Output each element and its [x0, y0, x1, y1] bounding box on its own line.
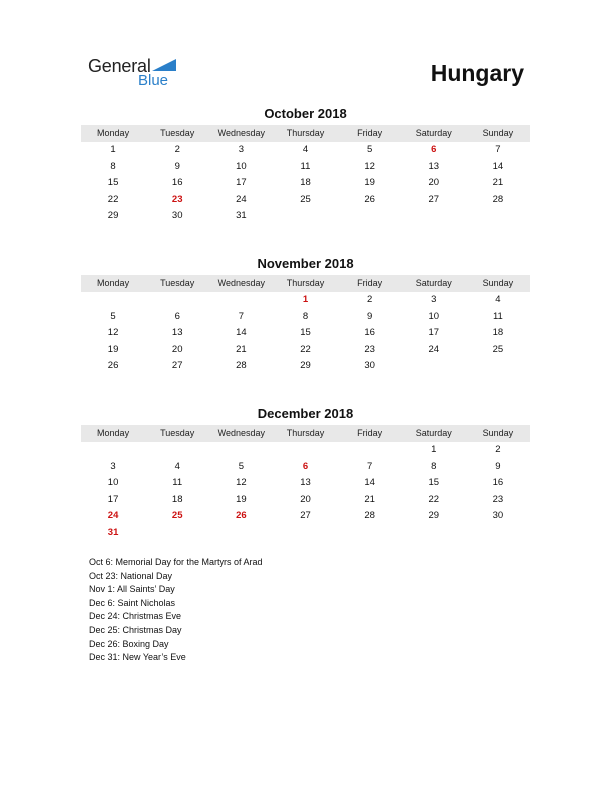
day-cell: 2 — [366, 294, 373, 305]
day-cell — [209, 292, 273, 309]
day-cell — [466, 208, 530, 225]
day-cell: 14 — [364, 477, 375, 488]
day-cell: 8 — [302, 310, 309, 322]
day-cell: 23 — [492, 493, 504, 505]
day-cell — [338, 525, 402, 542]
holiday-note: Dec 31: New Year’s Eve — [89, 652, 186, 663]
weekday-label: Monday — [97, 128, 130, 138]
day-cell: 25 — [492, 343, 504, 355]
day-cell: 14 — [236, 327, 247, 338]
day-cell: 13 — [171, 327, 183, 338]
day-cell: 17 — [107, 493, 119, 505]
weekday-label: Wednesday — [217, 428, 266, 438]
week-row — [81, 358, 530, 375]
day-cell: 25 — [300, 193, 311, 205]
week-row — [81, 208, 530, 225]
day-cell: 27 — [428, 193, 440, 205]
day-cell: 28 — [236, 360, 247, 371]
day-cell: 18 — [300, 177, 311, 188]
day-cell: 21 — [236, 343, 247, 355]
day-cell — [466, 525, 530, 542]
logo — [88, 56, 198, 92]
day-cell: 7 — [238, 310, 244, 322]
week-row — [81, 342, 530, 359]
weekday-label: Saturday — [415, 128, 452, 138]
day-cell: 7 — [366, 460, 373, 472]
weekday-label: Wednesday — [217, 128, 266, 138]
holiday-day-cell: 31 — [107, 526, 119, 538]
day-cell: 3 — [238, 144, 244, 155]
day-cell — [338, 208, 402, 225]
weekday-label: Sunday — [482, 278, 514, 288]
weekday-label: Thursday — [286, 278, 325, 288]
weekday-header — [81, 275, 530, 292]
day-cell: 29 — [300, 360, 311, 371]
day-cell — [145, 292, 209, 309]
day-cell: 12 — [107, 327, 119, 338]
day-cell: 31 — [236, 210, 247, 221]
day-cell: 5 — [238, 460, 244, 472]
weekday-label: Monday — [97, 278, 130, 288]
weekday-label: Saturday — [415, 428, 452, 438]
day-cell — [402, 525, 466, 542]
holiday-note: Oct 23: National Day — [89, 570, 173, 581]
holiday-day-cell: 23 — [171, 193, 183, 205]
week-row — [81, 192, 530, 209]
day-cell: 5 — [366, 144, 373, 155]
day-cell: 15 — [300, 327, 311, 338]
weekday-label: Tuesday — [160, 428, 195, 438]
holiday-day-cell: 24 — [107, 510, 119, 521]
weekday-label: Tuesday — [160, 278, 195, 288]
logo-triangle-icon — [152, 59, 176, 71]
day-cell: 4 — [174, 460, 180, 472]
day-cell: 30 — [171, 210, 183, 221]
day-cell: 28 — [492, 193, 504, 205]
day-cell: 14 — [492, 160, 504, 172]
day-cell — [402, 358, 466, 375]
day-cell: 17 — [236, 177, 247, 188]
day-cell: 24 — [236, 193, 247, 205]
holiday-note: Nov 1: All Saints’ Day — [89, 584, 175, 595]
day-cell: 10 — [428, 310, 440, 322]
week-row — [81, 475, 530, 492]
day-cell: 16 — [171, 177, 183, 188]
day-cell — [145, 525, 209, 542]
day-cell: 17 — [428, 327, 440, 338]
day-cell — [81, 292, 145, 309]
day-cell: 27 — [300, 510, 311, 521]
day-cell: 22 — [107, 193, 119, 205]
weekday-label: Sunday — [482, 128, 514, 138]
day-cell: 16 — [492, 477, 504, 488]
holiday-day-cell: 6 — [431, 144, 437, 155]
week-row — [81, 442, 530, 459]
day-cell: 19 — [236, 493, 247, 505]
day-cell: 19 — [107, 343, 119, 355]
weekday-label: Friday — [357, 278, 383, 288]
day-cell: 7 — [495, 144, 501, 155]
holiday-list — [89, 556, 263, 665]
day-cell: 22 — [428, 493, 440, 505]
day-cell: 8 — [110, 160, 116, 172]
day-cell: 3 — [431, 294, 437, 305]
day-cell: 29 — [107, 210, 119, 221]
day-cell — [338, 442, 402, 459]
day-cell — [145, 442, 209, 459]
day-cell: 9 — [366, 310, 373, 322]
day-cell: 29 — [428, 510, 440, 521]
logo-text-general: General — [88, 56, 151, 76]
day-cell — [273, 208, 337, 225]
weekday-label: Wednesday — [217, 278, 266, 288]
weekday-header — [81, 425, 530, 442]
weekday-label: Friday — [357, 428, 383, 438]
day-cell: 2 — [495, 444, 501, 455]
holiday-day-cell: 25 — [171, 510, 183, 521]
day-cell: 30 — [364, 360, 375, 371]
month-title: October 2018 — [264, 106, 347, 121]
day-cell: 1 — [110, 144, 116, 155]
weekday-label: Tuesday — [160, 128, 195, 138]
weekday-label: Monday — [97, 428, 130, 438]
holiday-day-cell: 1 — [302, 294, 309, 305]
weekday-label: Sunday — [482, 428, 514, 438]
weekday-header — [81, 125, 530, 142]
day-cell: 10 — [236, 160, 247, 172]
day-cell: 27 — [171, 360, 183, 371]
holiday-day-cell: 6 — [302, 460, 309, 472]
holiday-note: Dec 24: Christmas Eve — [89, 611, 182, 622]
day-cell: 16 — [364, 327, 375, 338]
day-cell — [81, 442, 145, 459]
day-cell: 10 — [107, 477, 119, 488]
day-cell: 26 — [364, 193, 375, 205]
weekday-label: Saturday — [415, 278, 452, 288]
day-cell: 19 — [364, 177, 375, 188]
day-cell: 18 — [171, 493, 183, 505]
week-row — [81, 309, 530, 326]
month-calendar — [81, 106, 530, 225]
holiday-day-cell: 26 — [236, 510, 247, 521]
day-cell: 11 — [172, 477, 183, 488]
month-title: December 2018 — [257, 406, 354, 421]
day-cell: 15 — [107, 177, 119, 188]
holiday-note: Dec 6: Saint Nicholas — [89, 597, 176, 608]
day-cell: 8 — [431, 460, 437, 472]
day-cell: 4 — [495, 294, 501, 305]
day-cell: 26 — [107, 360, 119, 371]
month-title: November 2018 — [257, 256, 354, 271]
day-cell: 12 — [364, 160, 375, 172]
week-row — [81, 459, 530, 476]
week-row — [81, 142, 530, 159]
day-cell: 13 — [428, 160, 440, 172]
day-cell: 23 — [364, 343, 375, 355]
day-cell: 20 — [171, 343, 183, 355]
day-cell: 21 — [492, 177, 504, 188]
holiday-note: Oct 6: Memorial Day for the Martyrs of Arad — [89, 557, 263, 567]
week-row — [81, 175, 530, 192]
day-cell: 22 — [300, 343, 311, 355]
day-cell: 6 — [174, 310, 180, 322]
day-cell: 20 — [428, 177, 440, 188]
day-cell: 24 — [428, 343, 440, 355]
holiday-note: Dec 26: Boxing Day — [89, 638, 169, 649]
day-cell: 30 — [492, 510, 504, 521]
weekday-label: Thursday — [286, 428, 325, 438]
week-row — [81, 492, 530, 509]
day-cell: 18 — [492, 327, 504, 338]
month-calendar — [81, 406, 530, 541]
day-cell: 2 — [174, 144, 180, 155]
day-cell: 15 — [428, 477, 440, 488]
holiday-note: Dec 25: Christmas Day — [89, 624, 182, 635]
week-row — [81, 525, 530, 542]
weekday-label: Friday — [357, 128, 383, 138]
day-cell: 9 — [174, 160, 180, 172]
day-cell: 5 — [110, 310, 116, 322]
day-cell — [402, 208, 466, 225]
day-cell: 11 — [492, 310, 503, 322]
day-cell: 11 — [300, 160, 311, 172]
weekday-label: Thursday — [286, 128, 325, 138]
day-cell: 1 — [431, 444, 437, 455]
day-cell — [209, 442, 273, 459]
week-row — [81, 159, 530, 176]
day-cell — [209, 525, 273, 542]
day-cell: 20 — [300, 493, 311, 505]
day-cell — [273, 442, 337, 459]
week-row — [81, 292, 530, 309]
logo-text-blue: Blue — [138, 72, 169, 89]
day-cell: 12 — [236, 477, 247, 488]
day-cell — [273, 525, 337, 542]
day-cell: 3 — [110, 460, 116, 472]
week-row — [81, 508, 530, 525]
day-cell: 13 — [300, 477, 311, 488]
day-cell: 9 — [495, 460, 501, 472]
day-cell — [466, 358, 530, 375]
day-cell: 4 — [302, 144, 309, 155]
month-calendar — [81, 256, 530, 375]
day-cell: 21 — [364, 493, 375, 505]
day-cell: 28 — [364, 510, 375, 521]
country-title: Hungary — [430, 60, 524, 86]
week-row — [81, 325, 530, 342]
